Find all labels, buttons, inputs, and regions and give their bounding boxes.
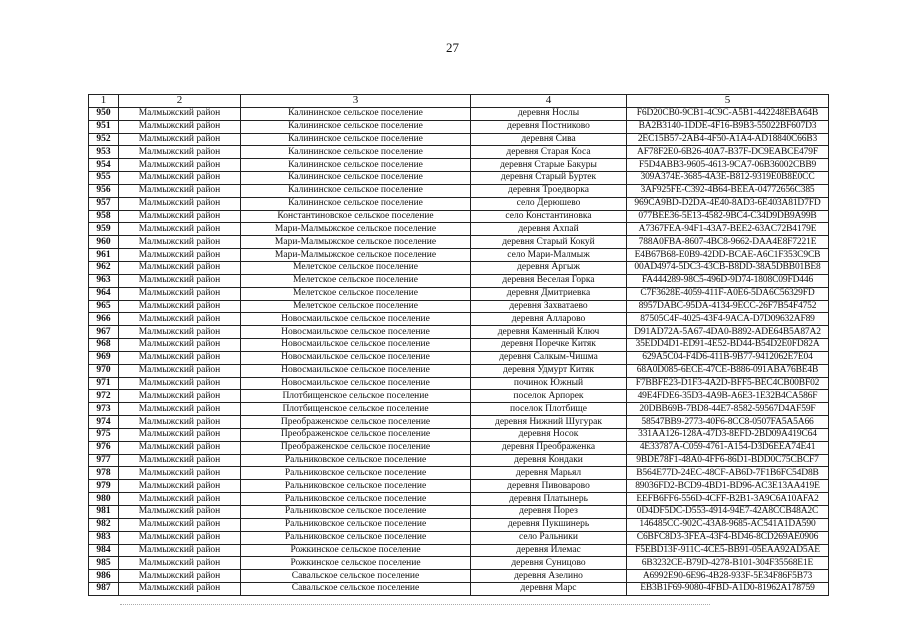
district-cell: Малмыжский район xyxy=(119,300,241,313)
code-cell: C7F3628E-4059-411F-A0E6-5DA6C56329FD xyxy=(627,287,829,300)
row-number-cell: 973 xyxy=(89,403,119,416)
code-cell: 629A5C04-F4D6-411B-9B77-9412062E7E04 xyxy=(627,351,829,364)
table-row xyxy=(89,210,829,223)
row-number-cell: 980 xyxy=(89,493,119,506)
locality-cell: деревня Старый Буртек xyxy=(471,172,627,185)
district-cell: Малмыжский район xyxy=(119,518,241,531)
locality-cell: деревня Поречке Китяк xyxy=(471,339,627,352)
column-header-4: 4 xyxy=(471,95,627,108)
row-number-cell: 972 xyxy=(89,390,119,403)
locality-cell: деревня Алларово xyxy=(471,313,627,326)
settlement-cell: Новосмаильское сельское поселение xyxy=(241,326,471,339)
locality-cell: деревня Ноcлы xyxy=(471,107,627,120)
locality-cell: деревня Преображенка xyxy=(471,441,627,454)
settlement-cell: Ральниковское сельское поселение xyxy=(241,480,471,493)
code-cell: 35EDD4D1-ED91-4E52-BD44-B54D2E0FD82A xyxy=(627,339,829,352)
locality-cell: деревня Марьял xyxy=(471,467,627,480)
district-cell: Малмыжский район xyxy=(119,261,241,274)
row-number-cell: 956 xyxy=(89,184,119,197)
row-number-cell: 985 xyxy=(89,557,119,570)
code-cell: B564E77D-24EC-48CF-AB6D-7F1B6FC54D8B xyxy=(627,467,829,480)
code-cell: 0D4DF5DC-D553-4914-94E7-42A8CCB48A2C xyxy=(627,506,829,519)
table-row xyxy=(89,120,829,133)
settlement-cell: Плотбищенское сельское поселение xyxy=(241,390,471,403)
settlement-cell: Ральниковское сельское поселение xyxy=(241,506,471,519)
row-number-cell: 976 xyxy=(89,441,119,454)
district-cell: Малмыжский район xyxy=(119,570,241,583)
row-number-cell: 959 xyxy=(89,223,119,236)
table-row xyxy=(89,557,829,570)
table-row xyxy=(89,274,829,287)
row-number-cell: 979 xyxy=(89,480,119,493)
code-cell: 6B3232CE-B79D-4278-B101-304F35568E1E xyxy=(627,557,829,570)
table-row xyxy=(89,493,829,506)
code-cell: 309A374E-3685-4A3E-B812-9319E0B8E0CC xyxy=(627,172,829,185)
row-number-cell: 950 xyxy=(89,107,119,120)
locality-cell: село Мари-Малмыж xyxy=(471,249,627,262)
code-cell: 20DBB69B-7BD8-44E7-8582-59567D4AF59F xyxy=(627,403,829,416)
settlement-cell: Калининское сельское поселение xyxy=(241,107,471,120)
settlement-cell: Плотбищенское сельское поселение xyxy=(241,403,471,416)
settlement-cell: Мелетское сельское поселение xyxy=(241,274,471,287)
locality-cell: деревня Постниково xyxy=(471,120,627,133)
district-cell: Малмыжский район xyxy=(119,428,241,441)
row-number-cell: 970 xyxy=(89,364,119,377)
district-cell: Малмыжский район xyxy=(119,287,241,300)
column-header-2: 2 xyxy=(119,95,241,108)
page-number: 27 xyxy=(446,40,459,55)
row-number-cell: 962 xyxy=(89,261,119,274)
table-row xyxy=(89,133,829,146)
table-row xyxy=(89,326,829,339)
table-row xyxy=(89,172,829,185)
row-number-cell: 963 xyxy=(89,274,119,287)
row-number-cell: 955 xyxy=(89,172,119,185)
table-row xyxy=(89,364,829,377)
row-number-cell: 978 xyxy=(89,467,119,480)
table-row xyxy=(89,146,829,159)
table-row xyxy=(89,441,829,454)
settlement-cell: Калининское сельское поселение xyxy=(241,172,471,185)
district-cell: Малмыжский район xyxy=(119,364,241,377)
district-cell: Малмыжский район xyxy=(119,236,241,249)
district-cell: Малмыжский район xyxy=(119,223,241,236)
table-row xyxy=(89,339,829,352)
settlement-cell: Калининское сельское поселение xyxy=(241,184,471,197)
table-row xyxy=(89,261,829,274)
settlement-cell: Константиновское сельское поселение xyxy=(241,210,471,223)
locality-cell: деревня Пукшинерь xyxy=(471,518,627,531)
code-cell: 00AD4974-5DC3-43CB-B8DD-38A5DBB01BE8 xyxy=(627,261,829,274)
locality-cell: деревня Носок xyxy=(471,428,627,441)
district-cell: Малмыжский район xyxy=(119,249,241,262)
row-number-cell: 951 xyxy=(89,120,119,133)
district-cell: Малмыжский район xyxy=(119,467,241,480)
settlement-cell: Калининское сельское поселение xyxy=(241,197,471,210)
table-row xyxy=(89,480,829,493)
table-row xyxy=(89,390,829,403)
locality-cell: деревня Нижний Шугурак xyxy=(471,416,627,429)
code-cell: EEFB6FF6-556D-4CFF-B2B1-3A9C6A10AFA2 xyxy=(627,493,829,506)
row-number-cell: 964 xyxy=(89,287,119,300)
row-number-cell: 971 xyxy=(89,377,119,390)
column-header-5: 5 xyxy=(627,95,829,108)
table-row xyxy=(89,544,829,557)
table-row xyxy=(89,351,829,364)
table-row xyxy=(89,377,829,390)
district-cell: Малмыжский район xyxy=(119,210,241,223)
table-header-row xyxy=(89,95,829,108)
settlement-cell: Мелетское сельское поселение xyxy=(241,300,471,313)
row-number-cell: 958 xyxy=(89,210,119,223)
district-cell: Малмыжский район xyxy=(119,377,241,390)
row-number-cell: 987 xyxy=(89,583,119,596)
settlement-cell: Калининское сельское поселение xyxy=(241,133,471,146)
table-row xyxy=(89,570,829,583)
locality-cell: деревня Каменный Ключ xyxy=(471,326,627,339)
table-row xyxy=(89,454,829,467)
code-cell: 146485CC-902C-43A8-9685-AC541A1DA590 xyxy=(627,518,829,531)
code-cell: 58547BB9-2773-40F6-8CC8-0507FA5A5A66 xyxy=(627,416,829,429)
code-cell: F5D4ABB3-9605-4613-9CA7-06B36002CBB9 xyxy=(627,159,829,172)
settlement-cell: Калининское сельское поселение xyxy=(241,159,471,172)
table-row xyxy=(89,300,829,313)
row-number-cell: 986 xyxy=(89,570,119,583)
settlement-cell: Новосмаильское сельское поселение xyxy=(241,364,471,377)
settlement-cell: Мари-Малмыжское сельское поселение xyxy=(241,236,471,249)
table-row xyxy=(89,287,829,300)
row-number-cell: 967 xyxy=(89,326,119,339)
settlement-cell: Ральниковское сельское поселение xyxy=(241,518,471,531)
column-header-1: 1 xyxy=(89,95,119,108)
row-number-cell: 984 xyxy=(89,544,119,557)
locality-cell: деревня Пивоварово xyxy=(471,480,627,493)
code-cell: C6BFC8D3-3FEA-43F4-BD46-8CD269AE0906 xyxy=(627,531,829,544)
code-cell: F5EBD13F-911C-4CE5-BB91-05EAA92AD5AE xyxy=(627,544,829,557)
column-header-3: 3 xyxy=(241,95,471,108)
code-cell: BA2B3140-1DDE-4F16-B9B3-55022BF607D3 xyxy=(627,120,829,133)
district-cell: Малмыжский район xyxy=(119,172,241,185)
row-number-cell: 975 xyxy=(89,428,119,441)
district-cell: Малмыжский район xyxy=(119,274,241,287)
code-cell: 68A0D085-6ECE-47CE-B886-091ABA76BE4B xyxy=(627,364,829,377)
code-cell: 3AF925FE-C392-4B64-BEEA-04772656C385 xyxy=(627,184,829,197)
locality-cell: деревня Дмитриевка xyxy=(471,287,627,300)
district-cell: Малмыжский район xyxy=(119,351,241,364)
locality-cell: деревня Платынерь xyxy=(471,493,627,506)
locality-cell: деревня Азелино xyxy=(471,570,627,583)
locality-cell: деревня Порез xyxy=(471,506,627,519)
row-number-cell: 982 xyxy=(89,518,119,531)
code-cell: 2EC15B57-2AB4-4F50-A1A4-AD18840C66B3 xyxy=(627,133,829,146)
code-cell: 9BDE78F1-48A0-4FF6-86D1-BDD0C75CBCF7 xyxy=(627,454,829,467)
table-row xyxy=(89,184,829,197)
district-cell: Малмыжский район xyxy=(119,326,241,339)
settlement-cell: Ральниковское сельское поселение xyxy=(241,454,471,467)
settlement-cell: Калининское сельское поселение xyxy=(241,120,471,133)
row-number-cell: 965 xyxy=(89,300,119,313)
district-cell: Малмыжский район xyxy=(119,416,241,429)
locality-cell: деревня Ахпай xyxy=(471,223,627,236)
row-number-cell: 981 xyxy=(89,506,119,519)
settlement-cell: Савальское сельское поселение xyxy=(241,570,471,583)
district-cell: Малмыжский район xyxy=(119,506,241,519)
settlement-cell: Ральниковское сельское поселение xyxy=(241,493,471,506)
district-cell: Малмыжский район xyxy=(119,480,241,493)
table-row xyxy=(89,518,829,531)
row-number-cell: 954 xyxy=(89,159,119,172)
settlement-cell: Савальское сельское поселение xyxy=(241,583,471,596)
settlement-cell: Рожкинское сельское поселение xyxy=(241,544,471,557)
table-row xyxy=(89,531,829,544)
district-cell: Малмыжский район xyxy=(119,313,241,326)
district-cell: Малмыжский район xyxy=(119,339,241,352)
settlement-cell: Калининское сельское поселение xyxy=(241,146,471,159)
row-number-cell: 968 xyxy=(89,339,119,352)
code-cell: 4E33787A-C059-4761-A154-D3D6EEA74E41 xyxy=(627,441,829,454)
table-row xyxy=(89,107,829,120)
code-cell: D91AD72A-5A67-4DA0-B892-ADE64B5A87A2 xyxy=(627,326,829,339)
settlement-cell: Мари-Малмыжское сельское поселение xyxy=(241,223,471,236)
locality-cell: деревня Илемас xyxy=(471,544,627,557)
locality-cell: починок Южный xyxy=(471,377,627,390)
district-cell: Малмыжский район xyxy=(119,403,241,416)
code-cell: 87505C4F-4025-43F4-9ACA-D7D09632AF89 xyxy=(627,313,829,326)
locality-cell: деревня Марс xyxy=(471,583,627,596)
locality-cell: деревня Аргыж xyxy=(471,261,627,274)
table-row xyxy=(89,467,829,480)
district-cell: Малмыжский район xyxy=(119,184,241,197)
locality-cell: деревня Кондаки xyxy=(471,454,627,467)
row-number-cell: 983 xyxy=(89,531,119,544)
bottom-rule xyxy=(120,604,710,605)
settlement-cell: Мелетское сельское поселение xyxy=(241,261,471,274)
locality-cell: село Ральники xyxy=(471,531,627,544)
table-row xyxy=(89,249,829,262)
code-cell: EB3B1F69-9080-4FBD-A1D0-81962A178759 xyxy=(627,583,829,596)
code-cell: A6992E90-6E96-4B28-933F-5E34F86F5B73 xyxy=(627,570,829,583)
table-body xyxy=(89,107,829,595)
row-number-cell: 961 xyxy=(89,249,119,262)
locality-cell: село Дерюшево xyxy=(471,197,627,210)
table-row xyxy=(89,428,829,441)
settlement-cell: Ральниковское сельское поселение xyxy=(241,467,471,480)
settlement-cell: Преображенское сельское поселение xyxy=(241,441,471,454)
code-cell: 077BEE36-5E13-4582-9BC4-C34D9DB9A99B xyxy=(627,210,829,223)
code-cell: A7367FEA-94F1-43A7-BEE2-63AC72B4179E xyxy=(627,223,829,236)
district-cell: Малмыжский район xyxy=(119,390,241,403)
code-cell: F7BBFE23-D1F3-4A2D-BFF5-BEC4CB00BF02 xyxy=(627,377,829,390)
locality-cell: деревня Старый Кокуй xyxy=(471,236,627,249)
district-cell: Малмыжский район xyxy=(119,159,241,172)
locality-cell: деревня Салкым-Чишма xyxy=(471,351,627,364)
settlement-cell: Мари-Малмыжское сельское поселение xyxy=(241,249,471,262)
table-row xyxy=(89,197,829,210)
district-cell: Малмыжский район xyxy=(119,493,241,506)
settlement-cell: Новосмаильское сельское поселение xyxy=(241,377,471,390)
code-cell: 969CA9BD-D2DA-4E40-8AD3-6E403A81D7FD xyxy=(627,197,829,210)
locality-cell: деревня Старая Коса xyxy=(471,146,627,159)
locality-cell: деревня Суницово xyxy=(471,557,627,570)
district-cell: Малмыжский район xyxy=(119,441,241,454)
district-cell: Малмыжский район xyxy=(119,133,241,146)
locality-cell: деревня Захватаево xyxy=(471,300,627,313)
row-number-cell: 957 xyxy=(89,197,119,210)
district-cell: Малмыжский район xyxy=(119,107,241,120)
row-number-cell: 960 xyxy=(89,236,119,249)
locality-cell: деревня Сива xyxy=(471,133,627,146)
locality-cell: село Константиновка xyxy=(471,210,627,223)
locality-cell: деревня Старые Бакуры xyxy=(471,159,627,172)
locality-cell: деревня Троедворка xyxy=(471,184,627,197)
table-row xyxy=(89,416,829,429)
settlement-cell: Рожкинское сельское поселение xyxy=(241,557,471,570)
settlement-cell: Новосмаильское сельское поселение xyxy=(241,313,471,326)
district-cell: Малмыжский район xyxy=(119,120,241,133)
district-cell: Малмыжский район xyxy=(119,557,241,570)
settlement-cell: Преображенское сельское поселение xyxy=(241,428,471,441)
row-number-cell: 969 xyxy=(89,351,119,364)
table-row xyxy=(89,236,829,249)
code-cell: 788A0FBA-8607-4BC8-9662-DAA4E8F7221E xyxy=(627,236,829,249)
code-cell: 89036FD2-BCD9-4BD1-BD96-AC3E13AA419E xyxy=(627,480,829,493)
code-cell: AF78F2E0-6B26-40A7-B37F-DC9EABCE479F xyxy=(627,146,829,159)
district-cell: Малмыжский район xyxy=(119,544,241,557)
locality-cell: поселок Плотбище xyxy=(471,403,627,416)
code-cell: F6D20CB0-9CB1-4C9C-A5B1-442248EBA64B xyxy=(627,107,829,120)
locality-cell: поселок Арпорек xyxy=(471,390,627,403)
row-number-cell: 977 xyxy=(89,454,119,467)
district-cell: Малмыжский район xyxy=(119,197,241,210)
code-cell: E4B67B68-E0B9-42DD-BCAE-A6C1F353C9CB xyxy=(627,249,829,262)
row-number-cell: 952 xyxy=(89,133,119,146)
table-row xyxy=(89,313,829,326)
table-row xyxy=(89,223,829,236)
code-cell: 8957DABC-95DA-4134-9ECC-26F7B54F4752 xyxy=(627,300,829,313)
settlement-cell: Преображенское сельское поселение xyxy=(241,416,471,429)
settlement-cell: Мелетское сельское поселение xyxy=(241,287,471,300)
code-cell: 49E4FDE6-35D3-4A9B-A6E3-1E32B4CA586F xyxy=(627,390,829,403)
district-cell: Малмыжский район xyxy=(119,583,241,596)
table-row xyxy=(89,583,829,596)
code-cell: FA444289-98C5-496D-9D74-1808C09FD446 xyxy=(627,274,829,287)
locality-cell: деревня Удмурт Китяк xyxy=(471,364,627,377)
settlements-table xyxy=(88,94,829,596)
locality-cell: деревня Веселая Горка xyxy=(471,274,627,287)
district-cell: Малмыжский район xyxy=(119,531,241,544)
row-number-cell: 966 xyxy=(89,313,119,326)
settlement-cell: Ральниковское сельское поселение xyxy=(241,531,471,544)
table-row xyxy=(89,403,829,416)
district-cell: Малмыжский район xyxy=(119,146,241,159)
table-row xyxy=(89,159,829,172)
table-row xyxy=(89,506,829,519)
row-number-cell: 953 xyxy=(89,146,119,159)
settlement-cell: Новосмаильское сельское поселение xyxy=(241,351,471,364)
district-cell: Малмыжский район xyxy=(119,454,241,467)
code-cell: 331AA126-128A-47D3-8EFD-2BD09A419C64 xyxy=(627,428,829,441)
row-number-cell: 974 xyxy=(89,416,119,429)
settlement-cell: Новосмаильское сельское поселение xyxy=(241,339,471,352)
